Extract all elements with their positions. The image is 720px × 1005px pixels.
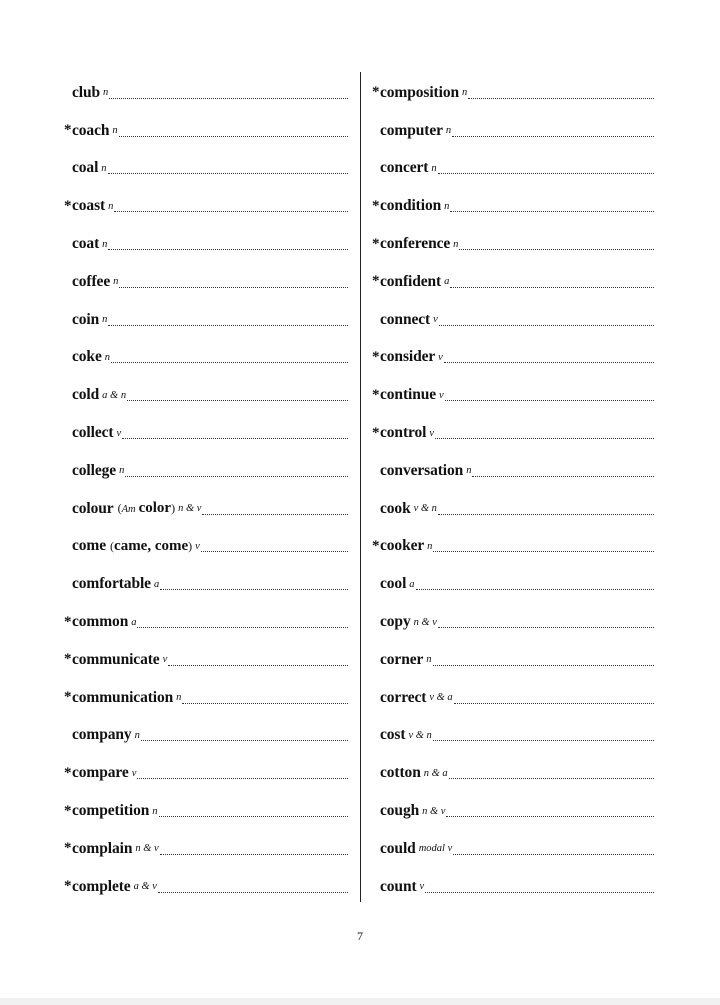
note-open-paren: ( <box>110 538 115 553</box>
part-of-speech: n <box>104 351 110 363</box>
headword: correct <box>380 688 427 706</box>
word-entry <box>64 187 348 225</box>
word-entry <box>372 830 654 868</box>
part-of-speech: a <box>444 276 450 288</box>
word-entry <box>372 376 654 414</box>
headword: concert <box>380 159 429 177</box>
headword: could <box>380 839 416 857</box>
word-list-right-column <box>372 74 654 906</box>
new-word-marker: * <box>372 84 380 101</box>
headword: cold <box>72 386 100 404</box>
word-list-left-column <box>64 74 348 906</box>
part-of-speech: n & v <box>178 503 202 515</box>
dotted-answer-line <box>160 853 348 855</box>
headword: cost <box>380 726 406 744</box>
dotted-answer-line <box>438 172 654 174</box>
part-of-speech: a <box>131 616 137 628</box>
word-entry <box>64 641 348 679</box>
new-word-marker: * <box>372 273 380 290</box>
part-of-speech: n <box>431 162 437 174</box>
part-of-speech: n & v <box>422 805 446 817</box>
dotted-answer-line <box>137 777 348 779</box>
word-entry <box>372 112 654 150</box>
part-of-speech: v <box>162 654 168 666</box>
part-of-speech: n <box>134 729 140 741</box>
note-open-paren: ( <box>117 501 122 516</box>
word-entry <box>64 490 348 528</box>
headword: computer <box>380 121 443 139</box>
new-word-marker: * <box>64 689 72 706</box>
word-entry <box>372 490 654 528</box>
dotted-answer-line <box>168 664 348 666</box>
headword: club <box>72 83 101 101</box>
word-entry <box>372 225 654 263</box>
dotted-answer-line <box>468 97 654 99</box>
word-entry <box>64 339 348 377</box>
part-of-speech: n <box>101 162 107 174</box>
word-entry <box>372 414 654 452</box>
part-of-speech: a & v <box>133 881 157 893</box>
part-of-speech: n <box>102 238 108 250</box>
dotted-answer-line <box>109 97 348 99</box>
word-entry <box>372 679 654 717</box>
headword: coin <box>72 310 100 328</box>
new-word-marker: * <box>372 235 380 252</box>
dotted-answer-line <box>108 324 348 326</box>
dotted-answer-line <box>159 815 349 817</box>
note-close-paren: ) <box>171 501 176 516</box>
headword: company <box>72 726 132 744</box>
headword: composition <box>380 83 459 101</box>
dotted-answer-line <box>454 702 654 704</box>
headword: corner <box>380 650 424 668</box>
word-entry <box>64 717 348 755</box>
dotted-answer-line <box>444 361 654 363</box>
part-of-speech: n & v <box>413 616 437 628</box>
part-of-speech: v <box>195 540 200 552</box>
part-of-speech: v & n <box>413 503 437 515</box>
dotted-answer-line <box>445 399 654 401</box>
word-entry <box>64 112 348 150</box>
page-number: 7 <box>357 929 363 943</box>
dotted-answer-line <box>438 626 654 628</box>
word-entry <box>372 263 654 301</box>
headword: cooker <box>380 537 425 555</box>
note-close-paren: ) <box>188 538 193 553</box>
part-of-speech: v <box>116 427 122 439</box>
headword: college <box>72 461 117 479</box>
word-entry <box>64 301 348 339</box>
dotted-answer-line <box>416 588 654 590</box>
new-word-marker: * <box>64 878 72 895</box>
word-entry <box>64 603 348 641</box>
dotted-answer-line <box>108 172 348 174</box>
word-entry <box>64 830 348 868</box>
dotted-answer-line <box>433 739 654 741</box>
dotted-answer-line <box>114 210 348 212</box>
dotted-answer-line <box>119 135 348 137</box>
dotted-answer-line <box>438 513 654 515</box>
word-entry <box>64 74 348 112</box>
word-entry <box>64 754 348 792</box>
headword: comfortable <box>72 575 151 593</box>
dotted-answer-line <box>433 664 654 666</box>
headword: conference <box>380 235 451 253</box>
headword: complain <box>72 839 133 857</box>
part-of-speech: n <box>444 200 450 212</box>
dotted-answer-line <box>108 248 348 250</box>
part-of-speech: n <box>453 238 459 250</box>
headword: connect <box>380 310 431 328</box>
part-of-speech: n <box>176 692 182 704</box>
dotted-answer-line <box>472 475 654 477</box>
headword: coal <box>72 159 99 177</box>
dotted-answer-line <box>446 815 654 817</box>
new-word-marker: * <box>64 122 72 139</box>
dotted-answer-line <box>158 891 348 893</box>
word-entry <box>64 452 348 490</box>
part-of-speech: n <box>119 465 125 477</box>
dotted-answer-line <box>450 210 654 212</box>
headword: cool <box>380 575 407 593</box>
part-of-speech: n <box>427 540 433 552</box>
word-variant-note <box>110 538 192 555</box>
dotted-answer-line <box>459 248 654 250</box>
headword: competition <box>72 802 150 820</box>
part-of-speech: n <box>426 654 432 666</box>
part-of-speech: n <box>445 125 452 137</box>
headword: condition <box>380 197 442 215</box>
part-of-speech: a <box>409 578 415 590</box>
new-word-marker: * <box>64 613 72 630</box>
word-entry <box>372 603 654 641</box>
part-of-speech: n <box>113 276 119 288</box>
dotted-answer-line <box>449 777 654 779</box>
word-entry <box>372 452 654 490</box>
new-word-marker: * <box>64 197 72 214</box>
column-divider <box>360 72 361 902</box>
word-entry <box>372 150 654 188</box>
word-entry <box>64 868 348 906</box>
headword: confident <box>380 272 442 290</box>
headword: cotton <box>380 764 421 782</box>
headword: colour <box>72 499 114 517</box>
headword: communicate <box>72 650 160 668</box>
dotted-answer-line <box>433 550 654 552</box>
new-word-marker: * <box>372 197 380 214</box>
word-entry <box>372 565 654 603</box>
word-entry <box>372 528 654 566</box>
headword: coach <box>72 121 110 139</box>
part-of-speech: n <box>108 200 114 212</box>
part-of-speech: n <box>103 87 109 99</box>
dotted-answer-line <box>122 437 348 439</box>
headword: continue <box>380 386 437 404</box>
part-of-speech: v <box>131 767 137 779</box>
headword: cook <box>380 499 411 517</box>
word-entry <box>372 301 654 339</box>
part-of-speech: n <box>112 125 118 137</box>
note-word-form: color <box>138 500 172 517</box>
part-of-speech: n <box>102 314 108 326</box>
dotted-answer-line <box>127 399 348 401</box>
headword: common <box>72 613 129 631</box>
dotted-answer-line <box>435 437 654 439</box>
part-of-speech: v <box>438 351 443 363</box>
dotted-answer-line <box>453 853 654 855</box>
word-entry <box>372 792 654 830</box>
part-of-speech: v & a <box>429 692 453 704</box>
part-of-speech: a & n <box>102 389 127 401</box>
headword: coast <box>72 197 106 215</box>
part-of-speech: a <box>153 578 160 590</box>
word-entry <box>372 187 654 225</box>
part-of-speech: modal v <box>418 843 453 855</box>
dotted-answer-line <box>425 891 654 893</box>
headword: communication <box>72 688 174 706</box>
new-word-marker: * <box>64 764 72 781</box>
headword: coat <box>72 235 100 253</box>
dotted-answer-line <box>439 324 654 326</box>
dotted-answer-line <box>201 550 348 552</box>
word-entry <box>64 225 348 263</box>
headword: count <box>380 877 417 895</box>
new-word-marker: * <box>64 840 72 857</box>
dotted-answer-line <box>202 513 348 515</box>
dotted-answer-line <box>125 475 348 477</box>
headword: coffee <box>72 272 111 290</box>
headword: come <box>72 537 107 555</box>
dotted-answer-line <box>119 286 348 288</box>
headword: copy <box>380 613 411 631</box>
part-of-speech: n & a <box>423 767 448 779</box>
new-word-marker: * <box>372 348 380 365</box>
word-entry <box>372 74 654 112</box>
word-entry <box>372 717 654 755</box>
word-entry <box>64 263 348 301</box>
part-of-speech: v <box>429 427 435 439</box>
new-word-marker: * <box>64 802 72 819</box>
word-entry <box>64 528 348 566</box>
new-word-marker: * <box>372 424 380 441</box>
part-of-speech: n <box>152 805 158 817</box>
part-of-speech: n & v <box>135 843 159 855</box>
note-region-label: Am <box>121 504 136 516</box>
new-word-marker: * <box>372 537 380 554</box>
word-entry <box>64 150 348 188</box>
dotted-answer-line <box>111 361 348 363</box>
dotted-answer-line <box>137 626 348 628</box>
headword: compare <box>72 764 129 782</box>
headword: conversation <box>380 461 464 479</box>
dotted-answer-line <box>141 739 348 741</box>
word-variant-note <box>118 500 175 517</box>
part-of-speech: v <box>419 881 425 893</box>
new-word-marker: * <box>64 651 72 668</box>
word-entry <box>372 868 654 906</box>
dotted-answer-line <box>182 702 348 704</box>
word-entry <box>372 641 654 679</box>
word-entry <box>64 679 348 717</box>
word-entry <box>64 376 348 414</box>
headword: control <box>380 424 427 442</box>
headword: consider <box>380 348 436 366</box>
word-entry <box>64 565 348 603</box>
part-of-speech: v <box>439 389 444 401</box>
headword: cough <box>380 802 420 820</box>
note-word-form: came, come <box>114 537 189 554</box>
part-of-speech: n <box>466 465 472 477</box>
new-word-marker: * <box>372 386 380 403</box>
dotted-answer-line <box>450 286 654 288</box>
headword: coke <box>72 348 102 366</box>
part-of-speech: v & n <box>408 729 432 741</box>
headword: complete <box>72 877 131 895</box>
dotted-answer-line <box>160 588 348 590</box>
part-of-speech: v <box>433 314 438 326</box>
word-entry <box>64 414 348 452</box>
word-entry <box>372 754 654 792</box>
headword: collect <box>72 424 114 442</box>
word-entry <box>64 792 348 830</box>
word-entry <box>372 339 654 377</box>
part-of-speech: n <box>462 87 468 99</box>
dotted-answer-line <box>452 135 654 137</box>
